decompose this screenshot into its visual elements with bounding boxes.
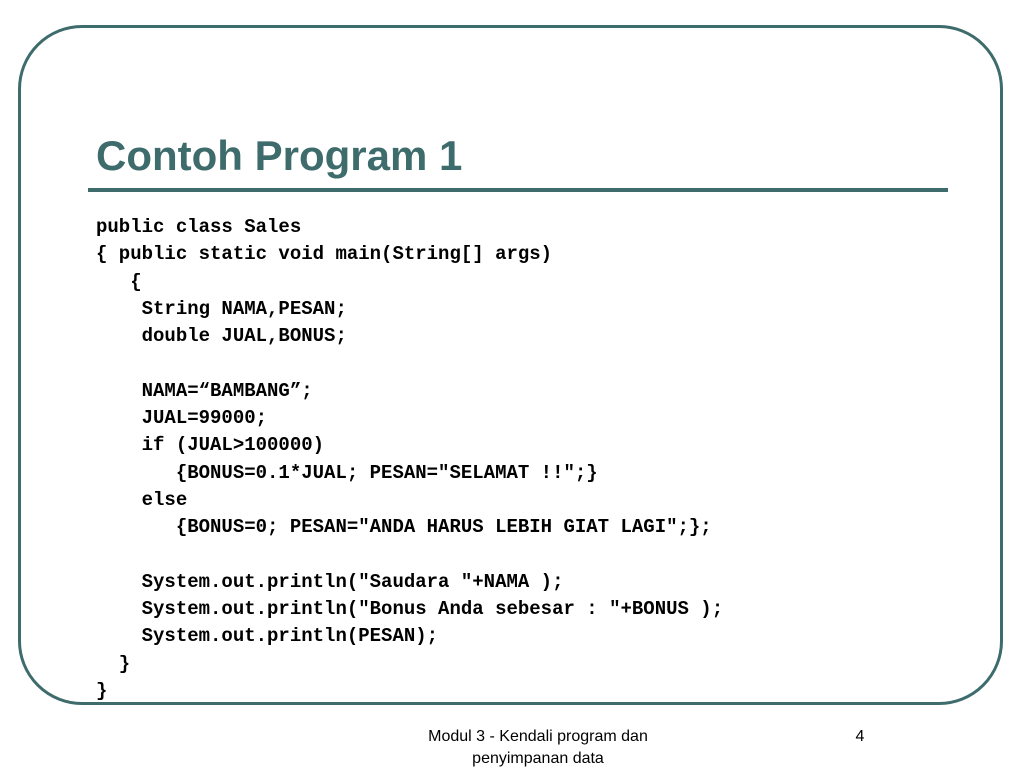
code-line [96, 350, 723, 377]
code-line: {BONUS=0; PESAN="ANDA HARUS LEBIH GIAT LAGI";}; [96, 516, 712, 539]
code-line [96, 542, 723, 569]
code-line: String NAMA,PESAN; [96, 297, 347, 320]
slide-title: Contoh Program 1 [96, 132, 463, 179]
code-line: System.out.println("Saudara "+NAMA ); [96, 570, 564, 593]
footer-text: Modul 3 - Kendali program dan penyimpanan data [428, 728, 648, 767]
code-line: NAMA=“BAMBANG”; [96, 379, 313, 402]
code-line: } [96, 652, 131, 675]
code-line: if (JUAL>100000) [96, 434, 325, 457]
code-line: { [96, 270, 142, 293]
code-line: JUAL=99000; [96, 407, 268, 430]
code-line: { public static void main(String[] args) [96, 243, 553, 266]
code-line: System.out.println("Bonus Anda sebesar : "+BONUS ); [96, 598, 724, 621]
code-line: double JUAL,BONUS; [96, 325, 347, 348]
code-block [96, 214, 723, 705]
code-line: {BONUS=0.1*JUAL; PESAN="SELAMAT !!";} [96, 461, 598, 484]
code-line: else [96, 488, 188, 511]
code-line: } [96, 680, 108, 703]
page-number: 4 [855, 728, 865, 745]
code-line: public class Sales [96, 216, 302, 238]
code-line: System.out.println(PESAN); [96, 625, 439, 648]
title-divider [88, 188, 948, 192]
